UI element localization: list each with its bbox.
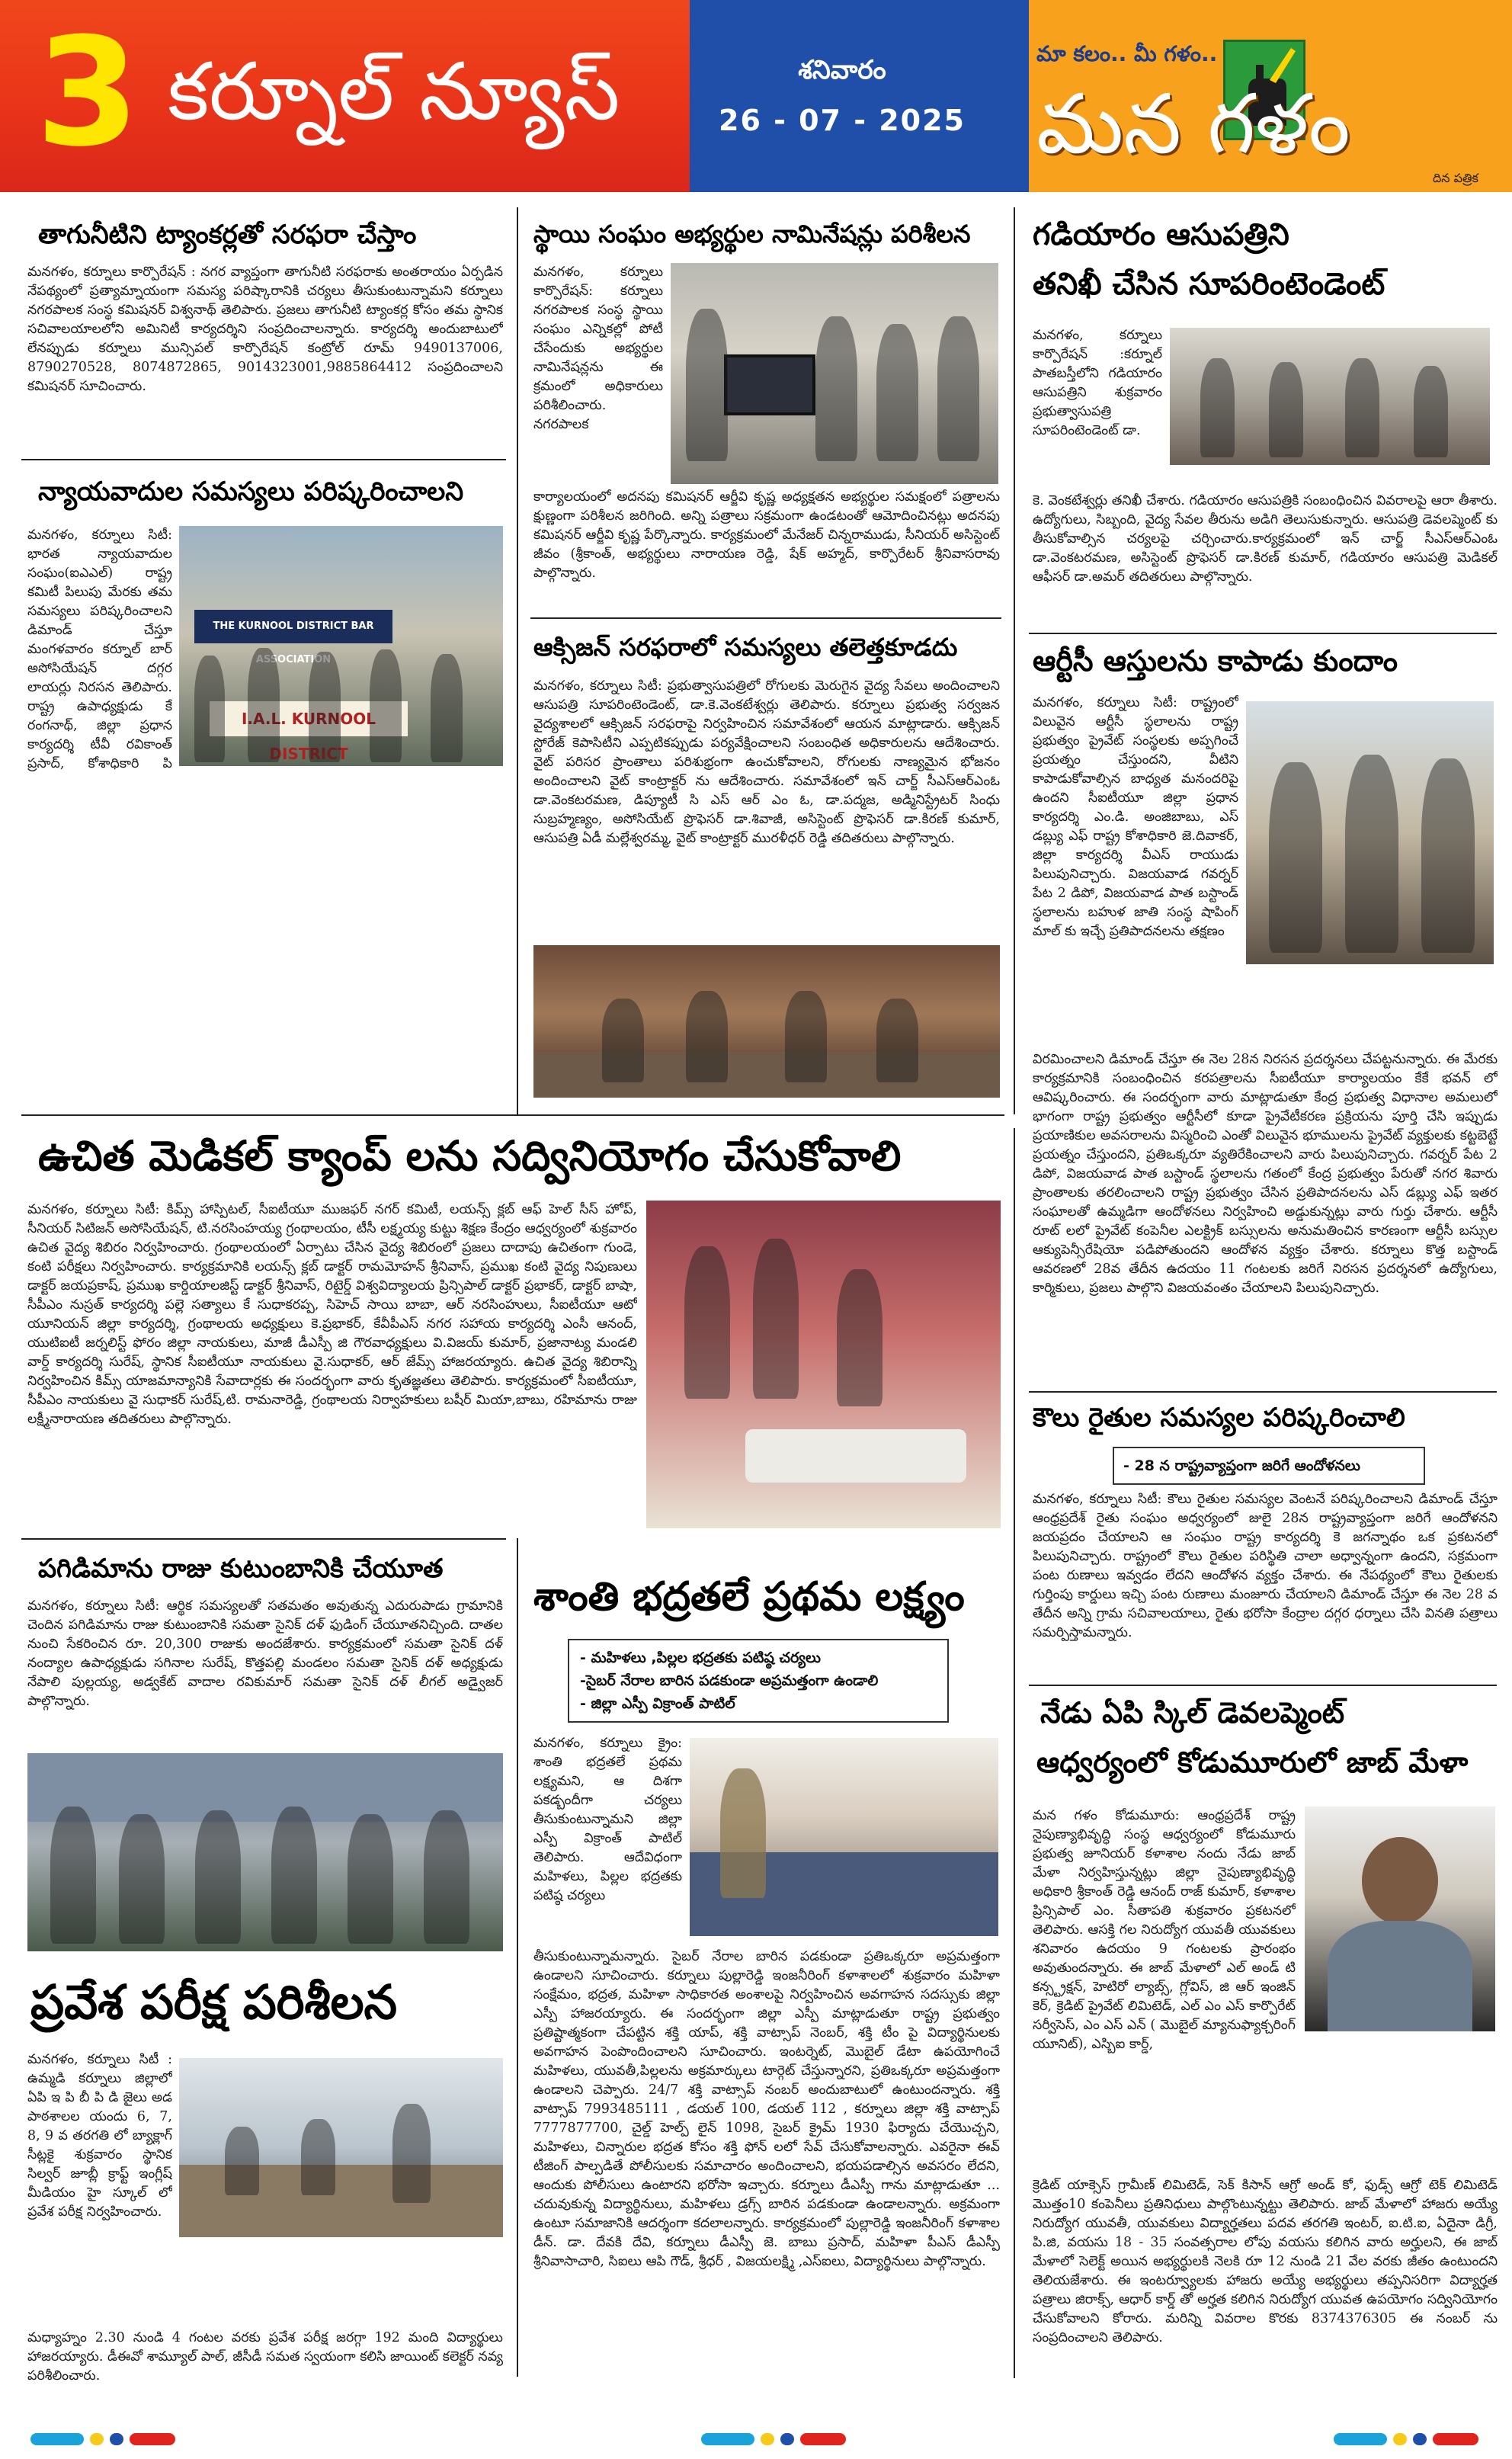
portrait-head xyxy=(1362,1837,1438,1925)
section-rule xyxy=(21,1538,506,1540)
kurnool-bar-banner: THE KURNOOL DISTRICT BAR ASSOCIATION xyxy=(194,610,392,643)
column-rule xyxy=(517,1538,518,2377)
police-officer-figure xyxy=(720,1768,766,1898)
footer-bar-blue xyxy=(1334,2433,1387,2445)
person-figure xyxy=(194,656,225,762)
article-help-body: మనగళం, కర్నూలు సిటీ: ఆర్థిక సమస్యలతో సతమతం అవుతున్న ఎదురుపాడు గ్రామానికి చెందిన పగిడిమాను రాజు కుటుంబానికి సమతా సైనిక్ దళ్ ఫుడింగ్ చేయూతనిచ్చింది. దాతల నుంచి సేకరించిన రూ. 20,300 రాజుకు అందజేశారు. కార్యక్రమంలో సమతా సైనిక్ దళ్ నంద్యాల ఉపాధ్యక్షుడు సగినాల సురేష్, కొత్తపల్లి మండలం సమతా సైనిక్ దళ్ అధ్యక్షుడు నేపాలి పుల్లయ్య, అడ్వకేట్ వాదాల రవికుమార్ సమతా సైనిక్ దళ్ లీగల్ అడ్వైజర్ పాల్గొన్నారు. xyxy=(27,1598,503,1709)
section-rule xyxy=(1029,633,1497,634)
person-figure xyxy=(1200,358,1235,457)
headline-job-mela-line1: నేడు ఏపి స్కిల్ డెవలప్మెంట్ xyxy=(1040,1696,1345,1730)
footer-dot-blue xyxy=(780,2433,794,2445)
computer-monitor xyxy=(724,354,815,415)
footer-dot-blue xyxy=(1413,2433,1427,2445)
article-peace-body: తీసుకుంటున్నామన్నారు. సైబర్ నేరాల బారిన పడకుండా ప్రతిఒక్కరూ అప్రమత్తంగా ఉండాలని సూచించారు. కర్నూలు పుల్లారెడ్డి ఇంజనీరింగ్ కళాశాలలో శుక్రవారం మహిళా సంక్షేమం, భద్రత, మహిళా సాధికారత అంశాలపై నిర్వహించిన అవగాహన సదస్సుకు జిల్లా ఎస్పీ హాజరయ్యారు. ఈ సందర్భంగా జిల్లా ఎస్పీ మాట్లాడుతూ రాష్ట్ర ప్రభుత్వం ప్రతిష్టాత్మకంగా చేపట్టిన శక్తి యాప్, శక్తి వాట్సాప్ నెంబర్, శక్తి టీం పై విద్యార్థినులకు అవగాహన పెంపొందించాలని సూచించారు. ఇంటర్నెట్, మొబైల్ డేటా ఉపయోగించే మహిళలు, యువతీ,పిల్లలను అక్రమార్కులు టార్గెట్ చేస్తున్నారని, ప్రతిఒక్కరూ అప్రమత్తంగా ఉండాలని చెప్పారు. 24/7 శక్తి వాట్సాప్ నంబర్ అందుబాటులో ఉంటుందన్నారు. శక్తి వాట్సాప్ 7993485111 , డయల్ 100, డయల్ 112 , కర్నూలు జిల్లా శక్తి వాట్సాప్ 7777877700, చైల్డ్ హెల్ప్ లైన్ 1098, సైబర్ క్రైమ్ 1930 ఫిర్యాదు చేయొచ్చని, మహిళలు, చిన్నారుల భద్రత కోసం శక్తి ఫోన్ లలో సేవ్ చేసుకోవాలన్నారు. ఎవరైనా ఈవ్ టీజింగ్ పాల్పడితే పోలీసులకు సమాచారం అందించాలని, భయపడాల్సిన అవసరం లేదని, ఆందుకు పోలీసులు ఉంటారని భరోసా ఇచ్చారు. కర్నూలు డీఎస్పీ గాను మాట్లాడుతూ ... చదువుకున్న విద్యార్థినులు, మహిళలు డ్రగ్స్ బారిన పడకుండా ఉండాలన్నారు. అక్రమంగా ఉంటూ సమాజానికి ఆదర్శంగా కదలాలన్నారు. కార్యక్రమంలో పుల్లారెడ్డి ఇంజనీరింగ్ కళాశాల డీన్. డా. దేవకి దేవి, కర్నూలు డీఎస్పీ జె. బాబు ప్రసాద్, మహిళా పీఎస్ డీఎస్పీ శ్రీనివాసాచారి, సిఐలు ఆపి గౌడ్, శ్రీధర్ , విజయలక్ష్మి ,ఎస్ఐలు, విద్యార్థినులు పాల్గొన్నారు. xyxy=(533,1949,1000,2269)
section-rule xyxy=(21,459,506,460)
article-rtc-body-narrow: మనగళం, కర్నూలు సిటీ: రాష్ట్రంలో విలువైన ఆర్టీసీ స్థలాలను రాష్ట్ర ప్రభుత్వం ప్రైవేట్ సంస్థలకు అప్పగించే ప్రయత్నం చేస్తుందని, వీటిని కాపాడుకోవాల్సిన బాధ్యత మనందరిపై ఉందని సీఐటీయూ జిల్లా ప్రధాన కార్యదర్శి ఎం.డి. అంజిబాబు, ఎస్ డబ్ల్యు ఎఫ్ రాష్ట్ర కోశాధికారి జె.దివాకర్, జిల్లా కార్యదర్శి వీఎస్ రాయుడు పిలుపునిచ్చారు. విజయవాడ గవర్నర్ పేట 2 డిపో, విజయవాడ పాత బస్టాండ్ స్థలాలను బహుళ జాతి సంస్థ షాపింగ్ మాల్ కు ఇచ్చే ప్రతిపాదనలను తక్షణం xyxy=(1033,695,1238,939)
headline-rtc: ఆర్టీసీ ఆస్తులను కాపాడు కుందాం xyxy=(1033,644,1398,678)
column-rule xyxy=(1014,1128,1015,2378)
person-figure xyxy=(301,2119,335,2195)
nominations-photo xyxy=(671,263,998,484)
person-figure xyxy=(876,324,918,461)
peace-bullet: - మహిళలు ,పిల్లల భద్రతకు పటిష్ఠ చర్యలు xyxy=(580,1649,821,1666)
article-rtc-body: విరమించాలని డిమాండ్ చేస్తూ ఈ నెల 28న నిరసన ప్రదర్శనలు చేపట్టనున్నారు. ఈ మేరకు కార్యక్రమానికి సంబంధించిన కరపత్రాలను సీఐటీయూ కార్యాలయం కేకే భవన్ లో ఆవిష్కరించారు. ఈ సందర్భంగా వారు మాట్లాడుతూ కేంద్ర ప్రభుత్వ విధానాల అమలులో భాగంగా రాష్ట్ర ప్రభుత్వం ఆర్టీసీలో కూడా ప్రైవేటీకరణ ప్రక్రియను పూర్తి చేసి ఇప్పుడు ప్రయాణికుల అవసరాలను విస్మరించి ఎంతో విలువైన భూములను ప్రైవేట్ వ్యక్తులకు కట్టబెట్టే ప్రయత్నం చేస్తుందని, ప్రతిఒక్కరూ వ్యతిరేకించాలని వారు పిలుపునిచ్చారు. గవర్నర్ పేట 2 డిపో, విజయవాడ పాత బస్టాండ్ స్థలాలను గతంలో కేంద్ర ప్రభుత్వం పేరుతో నగర శివారు ప్రాంతాలకు తరలించాలని రాష్ట్ర ప్రభుత్వం చేసిన ప్రతిపాదనలను ఎస్ డబ్ల్యు ఎఫ్ ఇతర సంఘాలతో ఉమ్మడిగా ఆందోళనలు నిర్వహించి అడ్డుకున్నట్లు వారు గుర్తు చేశారు. ఆర్టీసీ రూట్ లలో ప్రైవేట్ కంపెనీల ఎలక్ట్రిక్ బస్సులను అనుమతించిన కారణంగా ఆర్టీసీ బస్సుల ఆక్యుపెన్సీరేషియో పడిపోతుందని ఆందోళన వ్యక్తం చేశారు. కర్నూలు కొత్త బస్టాండ్ ఆవరణలో 28వ తేదీన ఉదయం 11 గంటలకు జరిగే నిరసన ప్రదర్శనలో ఉద్యోగులు, కార్మికులు, ప్రజలు పాల్గొని విజయవంతం చేయాలని పిలుపునిచ్చారు. xyxy=(1033,1052,1498,1296)
headline-water: తాగునీటిని ట్యాంకర్లతో సరఫరా చేస్తాం xyxy=(38,220,417,250)
headline-farmers: కౌలు రైతుల సమస్యల పరిష్కరించాలి xyxy=(1033,1403,1405,1433)
brand-subtitle: దిన పత్రిక xyxy=(1433,171,1478,185)
masthead xyxy=(0,0,1512,192)
patient-bed xyxy=(745,1429,966,1483)
person-figure xyxy=(1345,755,1398,953)
person-figure xyxy=(1269,362,1303,457)
edition-title: కర్నూల్ న్యూస్ xyxy=(168,45,620,138)
headline-oxygen: ఆక్సిజన్ సరఫరాలో సమస్యలు తలెత్తకూడదు xyxy=(533,633,958,662)
person-figure xyxy=(225,2127,259,2195)
rtc-leaflet-photo xyxy=(1246,701,1494,964)
footer-bar-red xyxy=(130,2433,175,2445)
person-figure xyxy=(753,1239,799,1399)
headline-help: పగిడిమాను రాజు కుటుంబానికి చేయూత xyxy=(38,1553,444,1584)
footer-bar-red xyxy=(800,2433,846,2445)
person-figure xyxy=(785,991,827,1082)
article-advocates-body-continued xyxy=(27,771,503,1099)
sky-area xyxy=(27,1753,503,1822)
peace-bullet: - జిల్లా ఎస్పీ విక్రాంత్ పాటిల్ xyxy=(580,1695,735,1712)
exam-hall-photo xyxy=(179,2058,503,2237)
headline-job-mela-line2: ఆధ్వర్యంలో కోడుమూరులో జాబ్ మేళా xyxy=(1036,1746,1469,1779)
person-figure xyxy=(684,1246,730,1399)
person-figure xyxy=(937,316,979,461)
article-farmers-body: మనగళం, కర్నూలు సిటీ: కౌలు రైతుల సమస్యల వెంటనే పరిష్కరించాలని డిమాండ్ చేస్తూ ఆంధ్రప్రదేశ్ రైతు సంఘం అధ్వర్యంలో జులై 28న రాష్ట్రవ్యాప్తంగా జరిగే ఆందోళనని జయప్రదం చేయాలని ఆ సంఘం రాష్ట్ర కార్యదర్శి కె జగన్నాథం ఒక ప్రకటనలో పిలుపునిచ్చారు. రాష్ట్రంలో కౌలు రైతుల పరిస్థితి చాలా అధ్వాన్నంగా ఉందని, సక్రమంగా పంట రుణాలు ఇవ్వడం లేదని ఆందోళన వ్యక్తం చేశారు. ఈ నేపథ్యంలో కౌలు రైతులకు గుర్తింపు కార్డులు ఇచ్చి పంట రుణాలు మంజూరు చేయాలని డిమాండ్ చేస్తూ ఈ నెల 28 వ తేదీన అన్ని గ్రామ సచివాలయాలు, రైతు భరోసా కేంద్రాల దగ్గర ధర్నాలు చేసి వినతి పత్రాలు సమర్పిస్తామన్నారు. xyxy=(1033,1492,1498,1640)
column-rule xyxy=(517,207,518,1114)
help-donation-photo xyxy=(27,1753,503,1951)
clock-hospital-photo xyxy=(1170,328,1490,465)
issue-day: శనివారం xyxy=(798,55,886,85)
person-figure xyxy=(1421,758,1475,953)
person-figure xyxy=(392,2104,431,2203)
person-figure xyxy=(271,1807,317,1944)
headline-peace: శాంతి భద్రతలే ప్రథమ లక్ష్యం xyxy=(533,1574,965,1620)
person-figure xyxy=(1345,358,1379,457)
issue-date: 26 - 07 - 2025 xyxy=(719,104,966,137)
section-rule xyxy=(530,617,1001,619)
article-exam-body: మధ్యాహ్నం 2.30 నుండి 4 గంటల వరకు ప్రవేశ పరీక్ష జరగ్గా 192 మంది విద్యార్థులు హాజరయ్యారు. డీఈవో శామ్యూల్ పాల్, జీసీడీ సమత స్వయంగా కలిసి జాయింట్ కలెక్టర్ నవ్య పరిశీలించారు. xyxy=(27,2330,503,2384)
headline-clock-line1: గడియారం ఆసుపత్రిని xyxy=(1033,217,1289,252)
footer-dot-yellow xyxy=(1393,2433,1407,2445)
footer-bar-red xyxy=(1433,2433,1478,2445)
farmers-subhead: - 28 న రాష్ట్రవ్యాప్తంగా జరిగే ఆందోళనలు xyxy=(1113,1447,1425,1485)
peace-bullet: -సైబర్ నేరాల బారిన పడకుండా అప్రమత్తంగా ఉండాలి xyxy=(580,1672,879,1689)
ial-banner: I.A.L. KURNOOL DISTRICT xyxy=(210,701,408,736)
footer-dot-yellow xyxy=(761,2433,774,2445)
headline-medical-camp: ఉచిత మెడికల్ క్యాంప్ లను సద్వినియోగం చేసుకోవాలి xyxy=(38,1132,902,1180)
footer-bar-blue xyxy=(701,2433,754,2445)
person-figure xyxy=(119,1814,165,1944)
masthead-date-panel xyxy=(690,0,1029,192)
footer-dot-yellow xyxy=(90,2433,104,2445)
footer-bar-blue xyxy=(30,2433,84,2445)
person-figure xyxy=(50,1807,96,1944)
article-medical-body: మనగళం, కర్నూలు సిటీ: కిమ్స్ హాస్పిటల్, సీఐటీయూ ముజఫర్ నగర్ కమిటీ, లయన్స్ క్లబ్ ఆఫ్ హెల్ సీస్ హోప్, సీనియర్ సిటిజన్ అసోసియేషన్, టి.నరసింహయ్య గ్రంథాలయం, టీసీ లక్ష్మయ్య కుట్టు శిక్షణ కేంద్రం ఆధ్వర్యంలో శుక్రవారం ఉచిత వైద్య శిబిరం నిర్వహించారు. గ్రంథాలయంలో ఏర్పాటు చేసిన వైద్య శిబిరంలో ప్రజలు దాదాపు ఉచితంగా గుండె, కంటి పరీక్షలు నిర్వహించారు. కార్యక్రమానికి లయన్స్ క్లబ్ డాక్టర్ రామమోహన్ శ్రీనివాస్, ప్రముఖ కంటి వైద్య నిపుణులు డాక్టర్ జయప్రకాష్, ప్రముఖ కార్డియాలజిస్ట్ డాక్టర్ శ్రీనివాస్, రిటైర్డ్ విశ్వవిద్యాలయ ప్రిన్సిపాల్ డాక్టర్ ప్రభాకర్, డాక్టర్ బాషా, సీపీఎం నుస్రత్ కార్యదర్శి పల్లె సత్యాలు కే సుధాకరప్ప, సిహెచ్ సాయి బాబా, ఆర్ నరసింహులు, సీఐటీయూ ఆటో యూనియన్ జిల్లా కార్యదర్శి, గ్రంథాలయ అధ్యక్షులు కె.ప్రభాకర్, కేవీపీఎస్ నగర సహాయ కార్యదర్శి ఎంసీ ఆనంద్, యుటిఐటీ జర్నలిస్ట్ ఫోరం జిల్లా నాయకులు, మాజీ డీఎస్పీ జి గౌరవాధ్యక్షులు వి.విజయ్ కుమార్, ప్రజానాట్య మండలి వార్డ్ కార్యదర్శి సురేష్, స్థానిక సీఐటీయూ నాయకులు వై.సుధాకర్, ఆర్ జేమ్స్ హాజరయ్యారు. ఉచిత వైద్య శిబిరాన్ని నిర్వహించిన కిమ్స్ యాజమాన్యానికి సేవాదార్లకు ఈ సందర్భంగా వారు కృతజ్ఞతలు తెలిపారు. కార్యక్రమంలో సీఐటీయూ, సీపీఎం నాయకులు వై సుధాకర్ సురేష్,టి. రామనారెడ్డి, గ్రంథాలయ నిర్వాహకులు బషీర్ మియా,బాబు, రహిమాను రాజు లక్ష్మీనారాయణ తదితరులు పాల్గొన్నారు. xyxy=(27,1202,637,1427)
headline-nominations: స్థాయి సంఘం అభ్యర్థుల నామినేషన్లు పరిశీలన xyxy=(533,220,971,248)
oxygen-meeting-photo xyxy=(533,945,1000,1098)
headline-exam: ప్రవేశ పరీక్ష పరిశీలన xyxy=(30,1974,398,2030)
article-oxygen-body: మనగళం, కర్నూలు సిటీ: ప్రభుత్వాసుపత్రిలో రోగులకు మెరుగైన వైద్య సేవలు అందించాలని ఆసుపత్రి సూపరింటెండెంట్, డా.కె.వెంకటేశ్వర్లు తెలిపారు. కర్నూలు ప్రభుత్వ సర్వజన వైద్యశాలలో ఆక్సిజన్ సరఫరాపై నిర్వహించిన సమావేశంలో ఆయన మాట్లాడారు. ఆక్సిజన్ స్టోరేజ్ కెపాసిటీని ఎప్పటికప్పుడు పర్యవేక్షించాలని సంబంధిత అధికారులను ఆదేశించారు. వైట్ పరిసర ప్రాంతాలు పరిశుభ్రంగా ఉంచుకోవాలని, రోగులకు నాణ్యమైన భోజనం అందించాలని వైట్ కాంట్రాక్టర్ ను ఆదేశించారు. సమావేశంలో ఇన్ చార్జ్ సీఎస్ఆర్ఎంఓ డా.వెంకటరమణ, డిప్యూటీ సి ఎస్ ఆర్ ఎం ఓ, డా.పద్మజ, అడ్మినిస్ట్రేటర్ సింధు సుబ్రహ్మణ్యం, అసోసియేట్ ప్రొఫెసర్ డా.శివాజీ, అసిస్టెంట్ ప్రొఫెసర్ డా.కిరణ్ కుమార్, ఆసుపత్రి ఏడీ మల్లేశ్వరమ్మ, వైట్ కాంట్రాక్టర్ మురళీధర్ రెడ్డి తదితరులు పాల్గొన్నారు. xyxy=(533,678,1000,846)
person-figure xyxy=(431,654,463,762)
article-clock-body: కె. వెంకటేశ్వర్లు తనిఖీ చేశారు. గడియారం ఆసుపత్రికి సంబంధించిన వివరాలపై ఆరా తీశారు. ఉద్యోగులు, సిబ్బంది, వైద్య సేవల తీరును అడిగి తెలుసుకున్నారు. ఆసుపత్రి డెవలప్మెంట్ కు తీసుకోవాల్సిన చర్యలపై చర్చించారు.కార్యక్రమంలో ఇన్ చార్జ్ సీఎస్ఆర్ఎంఓ డా.వెంకటరమణ, అసిస్టెంట్ ప్రొఫెసర్ డా.కిరణ్ కుమార్, గడియారం ఆసుపత్రి మెడికల్ ఆఫీసర్ డా.అమర్ తదితరులు పాల్గొన్నారు. xyxy=(1033,493,1498,585)
masthead-tagline: మా కలం.. మీ గళం.. xyxy=(1036,41,1218,66)
person-figure xyxy=(686,991,728,1082)
advocates-protest-photo xyxy=(179,526,503,766)
person-figure xyxy=(309,652,341,762)
peace-highlights-box xyxy=(568,1639,949,1723)
article-job-mela-body-narrow: మన గళం కోడుమూరు: ఆంధ్రప్రదేశ్ రాష్ట్ర నైపుణ్యాభివృద్ధి సంస్థ ఆధ్వర్యంలో కోడుమూరు ప్రభుత్వ జూనియర్ కళాశాల నందు నేడు జాబ్ మేళా నిర్వహిస్తున్నట్లు జిల్లా నైపుణ్యాభివృద్ధి అధికారి శ్రీకాంత్ రెడ్డి ఆనంద్ రాజ్ కుమార్, కళాశాల ప్రిన్సిపాల్ ఎం. సీతాపతి శుక్రవారం ప్రకటనలో తెలిపారు. ఆసక్తి గల నిరుద్యోగ యువతీ యువకులు శనివారం ఉదయం 9 గంటలకు ప్రారంభం అవుతుందన్నారు. ఈ జాబ్ మేళాలో ఎల్ అండ్ టి కన్స్ట్రక్షన్, హెటిరో ల్యాబ్స్, గ్లోవిస్, జి ఆర్ ఇంజిన్ కెర్, క్రెడిట్ ప్రైవేట్ లిమిటెడ్, ఎల్ ఎం ఎస్ కార్పొరేట్ సర్వీసెస్, ఎం ఎస్ ఎన్ ( మొబైల్ మ్యానుఫ్యాక్చరింగ్ యూనిట్), ఎస్బిఐ కార్డ్, xyxy=(1033,1808,1296,2052)
article-advocates-body: మనగళం, కర్నూలు సిటీ: భారత న్యాయవాదుల సంఘం(ఐఎఎల్) రాష్ట్ర కమిటీ పిలుపు మేరకు తమ సమస్యలు పరిష్కరించాలని డిమాండ్ చేస్తూ మంగళవారం కర్నూల్ బార్ అసోసియేషన్ దగ్గర లాయర్లు నిరసన తెలిపారు. రాష్ట్ర ఉపాధ్యక్షుడు కే రంగనాథ్, జిల్లా ప్రధాన కార్యదర్శి టీవీ రవికాంత్ ప్రసాద్, కోశాధికారి పి xyxy=(27,527,172,771)
page-number: 3 xyxy=(35,6,140,180)
headline-advocates: న్యాయవాదుల సమస్యలు పరిష్కరించాలని xyxy=(38,476,464,507)
article-exam-body-narrow: మనగళం, కర్నూలు సిటీ : ఉమ్మడి కర్నూలు జిల్లాలో ఏపి ఇ పి బీ పి డి జైలు అడ పాఠశాలల యందు 6, 7, 8, 9 వ తరగతి లో బ్యాక్లాగ్ సీట్లకై శుక్రవారం స్థానిక సిల్వర్ జూబ్లీ క్రాఫ్ట్ ఇంగ్లీష్ మీడియం హై స్కూల్ లో ప్రవేశ పరీక్ష నిర్వహించారు. xyxy=(27,2052,172,2220)
footer-dot-blue xyxy=(110,2433,123,2445)
person-figure xyxy=(1269,762,1322,953)
article-job-mela-body: క్రెడిట్ యాక్సెస్ గ్రామీణ్ లిమిటెడ్, సెక్ కిసాన్ ఆగ్రో అండ్ కో, ఫుడ్స్ ఆగ్రో టెక్ లిమిటెడ్ మొత్తం10 కంపెనీలు ప్రతినిధులు పాల్గొంటున్నట్టు తెలిపారు. జాబ్ మేళాలో హాజరు అయ్యే నిరుద్యోగ యువతీ, యువకులు విద్యార్హతలు పదవ తరగతి ఇంటర్, ఐ.టి.ఐ, ఏదైనా డిగ్రీ, పి.జి, వయసు 18 - 35 సంవత్సరాల లోపు వయసు కలిగిన వారు అర్హులని, ఈ జాబ్ మేళాలో సెలెక్ట్ అయిన అభ్యర్థులకి నెలకి రూ 12 నుండి 21 వేల వరకు జీతం ఉంటుందని తెలియజేశారు. ఈ ఇంటర్వ్యూలకు హాజరు అయ్యే అభ్యర్థులు తప్పనిసరిగా విద్యార్హత పత్రాలు జిరాక్స్, ఆధార్ కార్డ్ తో అర్హత కలిగిన నిరుద్యోగ యువత ఉపయోగం సద్వినియోగం చేసుకోవాలని కోరారు. మరిన్ని వివరాల కొరకు 8374376305 ఈ నంబర్ ను సంప్రదించాలని తెలిపారు. xyxy=(1033,2178,1498,2345)
person-figure xyxy=(1414,366,1448,457)
column-rule xyxy=(1014,207,1015,1114)
peace-police-photo xyxy=(690,1738,998,1936)
person-figure xyxy=(686,309,728,461)
person-figure xyxy=(348,1814,393,1944)
person-figure xyxy=(248,648,280,762)
person-figure xyxy=(602,999,644,1082)
article-water-body: మనగళం, కర్నూలు కార్పొరేషన్ : నగర వ్యాప్తంగా తాగునీటి సరఫరాకు అంతరాయం ఏర్పడిన నేపథ్యంలో ప్రత్యామ్నాయంగా సమస్య పరిష్కారానికి చర్యలు తీసుకుంటున్నామని కర్నూలు నగరపాలక సంస్థ కమిషనర్ విశ్వనాథ్ తెలిపారు. ప్రజలు తాగునీటి ట్యాంకర్ల కోసం తమ స్థానిక సచివాలయాలలోని అమినిటీ కార్యదర్శిని సంప్రదించాలన్నారు. కార్యదర్శి అందుబాటులో లేనప్పుడు కర్నూలు మున్సిపల్ కార్పొరేషన్ కంట్రోల్ రూమ్ 9490137006, 8790270528, 8074872865, 9014323001,9885864412 సంప్రదించాలని కమిషనర్ సూచించారు. xyxy=(27,264,503,394)
article-nominations-body: కార్యాలయంలో అదనపు కమిషనర్ ఆర్జీవి కృష్ణ అధ్యక్షతన అభ్యర్థుల సమక్షంలో పత్రాలను క్షుణ్ణంగా పరిశీలన జరిగింది. అన్ని పత్రాలు సక్రమంగా ఉండటంతో ఆమోదించినట్లు అదనపు కమిషనర్ ఆర్జీవి కృష్ణ పేర్కొన్నారు. కార్యక్రమంలో మేనేజర్ చిన్నరాముడు, సీనియర్ అసిస్టెంట్ జీవం (శ్రీకాంత్, అభ్యర్థులు నారాయణ రెడ్డి, షేక్ అహ్మద్, కార్పొరేటర్ శ్రీనివాసరావు పాల్గొన్నారు. xyxy=(533,489,1000,581)
brand-logo: మన గళం xyxy=(1036,77,1350,172)
person-figure xyxy=(815,316,857,461)
person-figure xyxy=(837,1269,883,1406)
section-rule xyxy=(1029,1685,1497,1686)
medical-camp-photo xyxy=(646,1201,1001,1528)
section-rule xyxy=(1029,1391,1497,1393)
headline-clock-line2: తనిఖీ చేసిన సూపరింటెండెంట్ xyxy=(1033,267,1385,302)
portrait-body xyxy=(1328,1921,1472,2031)
article-nominations-body-narrow: మనగళం, కర్నూలు కార్పొరేషన్: కర్నూలు నగరపాలక సంస్థ స్థాయి సంఘం ఎన్నికల్లో పోటీ చేసేందుకు అభ్యర్థుల నామినేషన్లను ఈ క్రమంలో అధికారులు పరిశీలించారు. నగరపాలక xyxy=(533,264,663,432)
article-peace-body-narrow: మనగళం, కర్నూలు క్రైం: శాంతి భద్రతలే ప్రథమ లక్ష్యమని, ఆ దిశగా పకడ్బందీగా చర్యలు తీసుకుంటున్నామని జిల్లా ఎస్పీ విక్రాంత్ పాటిల్ తెలిపారు. ఆదేవిధంగా మహిళలు, పిల్లల భద్రతకు పటిష్ఠ చర్యలు xyxy=(533,1736,682,1903)
person-figure xyxy=(195,1810,241,1944)
section-rule xyxy=(21,1114,1004,1116)
job-mela-portrait-photo xyxy=(1305,1807,1495,2031)
person-figure xyxy=(370,649,402,762)
person-figure xyxy=(424,1810,469,1944)
article-clock-body-narrow: మనగళం, కర్నూలు కార్పొరేషన్ :కర్నూల్ పాతబస్తీలోని గడియారం ఆసుపత్రిని శుక్రవారం ప్రభుత్వాసుపత్రి సూపరింటెండెంట్ డా. xyxy=(1033,328,1162,438)
person-figure xyxy=(876,999,918,1082)
